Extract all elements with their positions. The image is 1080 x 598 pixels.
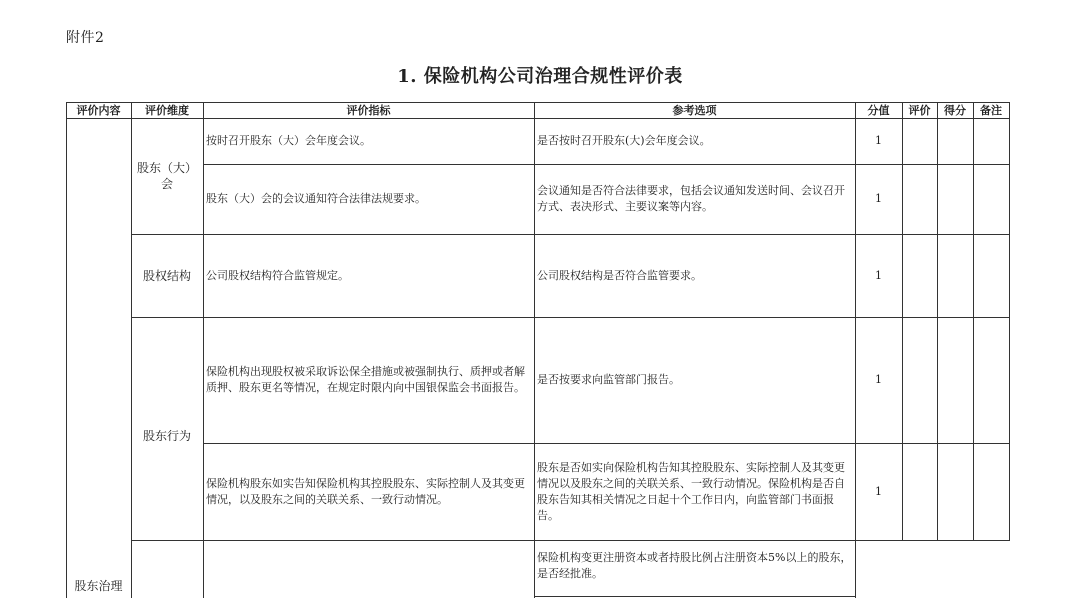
dimension-shareholder-meeting: 股东（大）会 bbox=[137, 161, 198, 191]
indicator-cell: 股东（大）会的会议通知符合法律法规要求。 bbox=[206, 192, 426, 205]
grid-line bbox=[131, 234, 1010, 235]
grid-line bbox=[203, 102, 204, 598]
attachment-label: 附件2 bbox=[66, 30, 105, 46]
score-cell: 1 bbox=[875, 192, 882, 205]
header-content: 评价内容 bbox=[76, 103, 121, 117]
header-dimension: 评价维度 bbox=[145, 103, 189, 117]
grid-line bbox=[66, 118, 1010, 119]
grid-line bbox=[203, 443, 1010, 444]
grid-line bbox=[131, 540, 1010, 541]
header-indicator: 评价指标 bbox=[346, 103, 391, 117]
option-cell: 是否按时召开股东(大)会年度会议。 bbox=[537, 134, 711, 147]
option-cell: 保险机构变更注册资本或者持股比例占注册资本5%以上的股东，是否经批准。 bbox=[537, 551, 852, 580]
grid-line bbox=[902, 102, 903, 540]
option-cell: 是否按要求向监管部门报告。 bbox=[537, 373, 680, 386]
dimension-shareholder-behavior: 股东行为 bbox=[142, 429, 191, 443]
indicator-cell: 保险机构股东如实告知保险机构其控股股东、实际控制人及其变更情况，以及股东之间的关联关系、一致行动情况。 bbox=[206, 476, 525, 506]
indicator-cell: 保险机构出现股权被采取诉讼保全措施或被强制执行、质押或者解质押、股东更名等情况，在规定时限内向中国银保监会书面报告。 bbox=[206, 365, 525, 394]
grid-line bbox=[131, 317, 1010, 318]
header-remarks: 备注 bbox=[980, 103, 1002, 117]
grid-line bbox=[937, 102, 938, 540]
content-category-cell: 股东治理 bbox=[74, 579, 123, 593]
header-option: 参考选项 bbox=[672, 103, 717, 117]
grid-line bbox=[534, 596, 855, 597]
grid-line bbox=[1009, 102, 1010, 540]
grid-line bbox=[66, 102, 67, 598]
score-cell: 1 bbox=[875, 134, 882, 147]
option-cell: 股东是否如实向保险机构告知其控股股东、实际控制人及其变更情况以及股东之间的关联关系、一致行动情况。保险机构是否自股东告知其相关情况之日起十个工作日内，向监管部门书面报告。 bbox=[537, 460, 845, 522]
header-points: 得分 bbox=[944, 103, 966, 117]
option-cell: 公司股权结构是否符合监管要求。 bbox=[537, 268, 702, 282]
grid-line bbox=[203, 164, 1010, 165]
score-cell: 1 bbox=[875, 484, 882, 498]
indicator-cell: 公司股权结构符合监管规定。 bbox=[206, 268, 349, 282]
grid-line bbox=[131, 102, 132, 598]
grid-line bbox=[973, 102, 974, 540]
score-cell: 1 bbox=[875, 268, 882, 282]
grid-line bbox=[855, 102, 856, 598]
grid-line bbox=[534, 102, 535, 598]
grid-line bbox=[66, 102, 1010, 103]
header-evaluation: 评价 bbox=[908, 103, 931, 117]
dimension-equity-structure: 股权结构 bbox=[142, 268, 191, 283]
indicator-cell: 按时召开股东（大）会年度会议。 bbox=[206, 134, 371, 147]
score-cell: 1 bbox=[875, 373, 882, 386]
header-score-value: 分值 bbox=[867, 103, 890, 117]
page-title: 1. 保险机构公司治理合规性评价表 bbox=[397, 66, 683, 87]
option-cell: 会议通知是否符合法律要求，包括会议通知发送时间、会议召开方式、表决形式、主要议案等内容。 bbox=[537, 184, 845, 213]
